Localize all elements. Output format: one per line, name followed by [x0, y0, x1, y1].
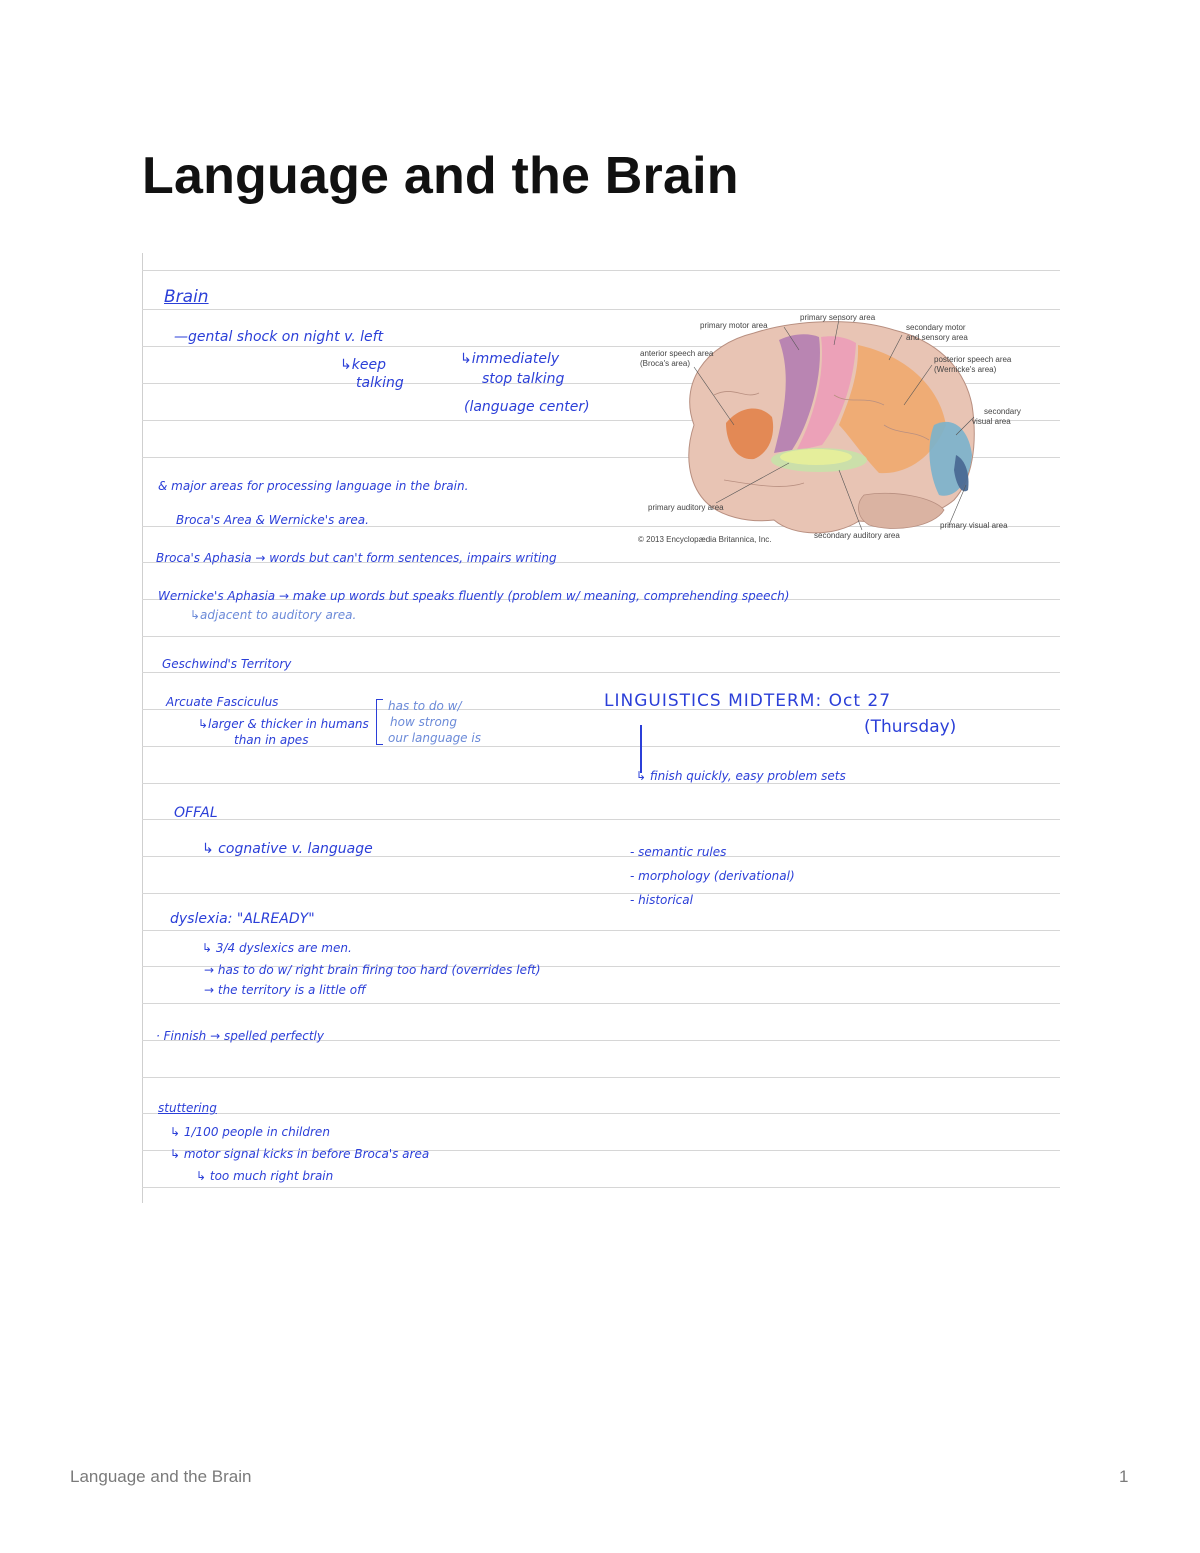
notes-margin-line [142, 253, 143, 1203]
label-secondary-auditory: secondary auditory area [814, 531, 900, 540]
note-stuttering: stuttering [158, 1101, 217, 1115]
label-posterior-speech: posterior speech area [934, 355, 1012, 364]
note-motor-signal: ↳ motor signal kicks in before Broca's area [170, 1147, 430, 1161]
note-thursday: (Thursday) [864, 717, 957, 737]
notes-rule [142, 893, 1060, 894]
note-arcuate: Arcuate Fasciculus [166, 695, 279, 709]
note-than-apes: than in apes [234, 733, 309, 747]
note-people-children: ↳ 1/100 people in children [170, 1125, 330, 1139]
arrow-stem [640, 725, 642, 773]
notes-rule [142, 1003, 1060, 1004]
brain-illustration [634, 305, 1034, 550]
notes-rule [142, 819, 1060, 820]
notes-rule [142, 270, 1060, 271]
label-primary-auditory: primary auditory area [648, 503, 724, 512]
label-secondary-visual-2: visual area [972, 417, 1011, 426]
notes-rule [142, 709, 1060, 710]
note-has-to-do-2: how strong [390, 715, 458, 729]
note-larger-thicker: ↳larger & thicker in humans [198, 717, 369, 731]
note-language-center: (language center) [464, 399, 590, 415]
note-finish-quickly: ↳ finish quickly, easy problem sets [636, 769, 846, 783]
note-has-to-do-3: our language is [388, 731, 481, 745]
notes-rule [142, 1187, 1060, 1188]
note-midterm: LINGUISTICS MIDTERM: Oct 27 [604, 691, 892, 711]
label-primary-sensory: primary sensory area [800, 313, 876, 322]
label-copyright: © 2013 Encyclopædia Britannica, Inc. [638, 535, 772, 544]
label-primary-motor: primary motor area [700, 321, 768, 330]
note-historical: - historical [630, 893, 693, 907]
note-cognative: ↳ cognative v. language [202, 841, 373, 857]
notes-rule [142, 672, 1060, 673]
label-secondary-visual: secondary [984, 407, 1021, 416]
notes-rule [142, 783, 1060, 784]
label-wernicke: (Wernicke's area) [934, 365, 997, 374]
primary-auditory-area [780, 449, 852, 465]
note-semantic-rules: - semantic rules [630, 845, 727, 859]
label-secondary-motor-2: and sensory area [906, 333, 968, 342]
label-anterior-speech: anterior speech area [640, 349, 714, 358]
note-right-brain: → has to do w/ right brain firing too hard (overrides left) [204, 963, 541, 977]
note-wernickes-aphasia: Wernicke's Aphasia → make up words but speaks fluently (problem w/ meaning, comprehending speech) [158, 589, 790, 603]
notes-rule [142, 930, 1060, 931]
note-morphology: - morphology (derivational) [630, 869, 795, 883]
label-primary-visual: primary visual area [940, 521, 1008, 530]
heading-brain: Brain [164, 287, 209, 307]
footer-page-number: 1 [1119, 1467, 1129, 1486]
note-stop-talking: stop talking [482, 371, 565, 387]
note-adjacent: ↳adjacent to auditory area. [190, 608, 357, 622]
note-has-to-do-1: has to do w/ [388, 699, 462, 713]
footer-title: Language and the Brain [70, 1467, 252, 1486]
note-geschwind: Geschwind's Territory [162, 657, 292, 671]
note-brocas-wernickes: Broca's Area & Wernicke's area. [176, 513, 369, 527]
label-secondary-motor: secondary motor [906, 323, 966, 332]
note-shock: —gental shock on night v. left [174, 329, 384, 345]
note-talking: talking [356, 375, 404, 391]
note-immediately: ↳immediately [460, 351, 560, 367]
note-too-much-right: ↳ too much right brain [196, 1169, 334, 1183]
notes-rule [142, 1113, 1060, 1114]
brace-mark [376, 699, 383, 745]
note-dyslexia: dyslexia: "ALREADY" [170, 911, 315, 927]
note-major-areas: & major areas for processing language in the brain. [158, 479, 469, 493]
note-dyslexics-men: ↳ 3/4 dyslexics are men. [202, 941, 352, 955]
note-offal: OFFAL [174, 805, 218, 821]
note-keep: ↳keep [340, 357, 386, 373]
note-brocas-aphasia: Broca's Aphasia → words but can't form sentences, impairs writing [156, 551, 557, 565]
page-title: Language and the Brain [142, 147, 739, 205]
brain-diagram [634, 305, 1034, 550]
notes-rule [142, 1077, 1060, 1078]
note-finnish: · Finnish → spelled perfectly [156, 1029, 324, 1043]
notes-rule [142, 636, 1060, 637]
label-broca: (Broca's area) [640, 359, 690, 368]
note-territory: → the territory is a little off [204, 983, 366, 997]
